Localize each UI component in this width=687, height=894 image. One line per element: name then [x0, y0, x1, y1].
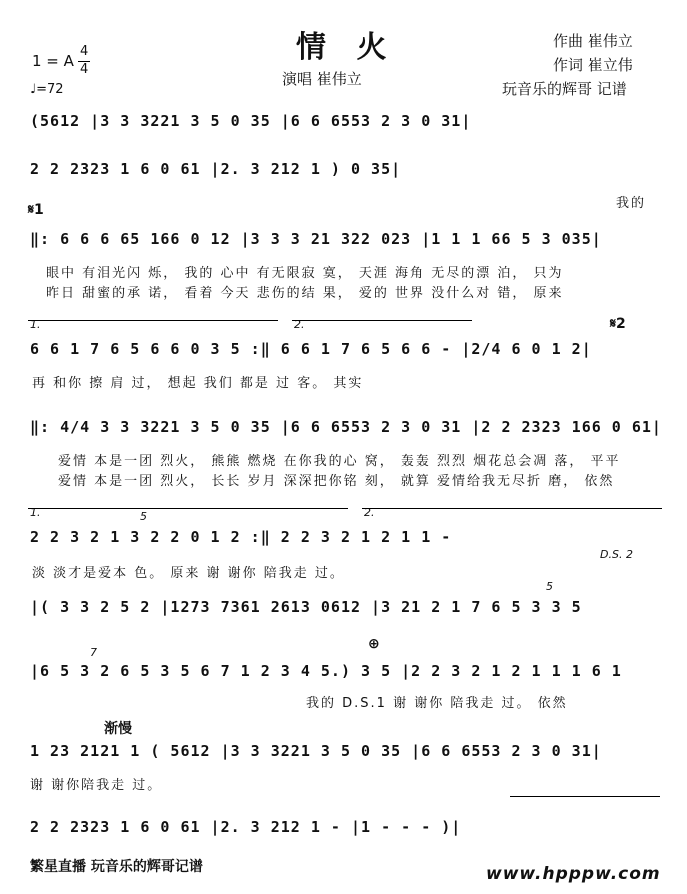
lyricist-credit: 作词 崔立伟	[553, 56, 633, 74]
score-line-9: 1 23 2121 1 ( 5612 |3 3 3221 3 5 0 35 |6 6 6553 2 3 0 31|	[30, 742, 602, 760]
key-signature: 1 = A	[32, 52, 74, 70]
lyric-chorus-b: 爱情 本是一团 烈火， 长长 岁月 深深把你铭 刻， 就算 爱情给我无尽折 磨， 依然	[58, 474, 615, 489]
lyric-line-8: 我的 D.S.1 谢 谢你 陪我走 过。 依然	[306, 696, 568, 711]
ending-2-label-b: 2.	[364, 506, 375, 519]
singer-credit: 演唱 崔伟立	[282, 70, 362, 88]
final-fermata-line	[510, 796, 660, 797]
lyric-line-4: 再 和你 擦 肩 过， 想起 我们 都是 过 客。 其实	[32, 376, 364, 391]
score-line-5: ‖: 4/4 3 3 3221 3 5 0 35 |6 6 6553 2 3 0 31 |2 2 2323 166 0 61|	[30, 418, 662, 436]
transcriber-credit: 玩音乐的辉哥 记谱	[502, 80, 627, 98]
time-signature-divider	[78, 61, 90, 62]
ending-1-bracket	[28, 320, 278, 321]
lyric-chorus-a: 爱情 本是一团 烈火， 熊熊 燃烧 在你我的心 窝， 轰轰 烈烈 烟花总会凋 落， 平平	[58, 454, 621, 469]
score-line-10: 2 2 2323 1 6 0 61 |2. 3 212 1 - |1 - - - )|	[30, 818, 462, 836]
score-line-8: |6 5 3 2 6 5 3 5 6 7 1 2 3 4 5.) 3 5 |2 2 3 2 1 2 1 1 1 6 1	[30, 662, 622, 680]
tuplet-5-marker: 5	[140, 510, 147, 523]
ending-1-bracket-b	[28, 508, 348, 509]
composer-credit: 作曲 崔伟立	[553, 32, 633, 50]
lyric-line-6: 淡 淡才是爱本 色。 原来 谢 谢你 陪我走 过。	[32, 566, 345, 581]
ending-2-bracket	[292, 320, 472, 321]
lyric-line-9: 谢 谢你陪我走 过。	[30, 778, 163, 793]
score-line-2: 2 2 2323 1 6 0 61 |2. 3 212 1 ) 0 35|	[30, 160, 402, 178]
segno-1-mark: 𝄋1	[28, 202, 44, 218]
time-signature-bottom: 4	[80, 62, 89, 77]
tuplet-5-marker-b: 5	[546, 580, 553, 593]
score-line-3: ‖: 6 6 6 65 166 0 12 |3 3 3 21 322 023 |1 1 1 66 5 3 035|	[30, 230, 602, 248]
score-line-7: |( 3 3 2 5 2 |1273 7361 2613 0612 |3 21 2 1 7 6 5 3 3 5	[30, 598, 582, 616]
ds2-marking: D.S. 2	[600, 548, 633, 561]
score-line-4: 6 6 1 7 6 5 6 6 0 3 5 :‖ 6 6 1 7 6 5 6 6 - |2/4 6 0 1 2|	[30, 340, 592, 358]
time-signature-top: 4	[80, 44, 89, 59]
ending-2-bracket-b	[362, 508, 662, 509]
pickup-lyric: 我的	[616, 196, 647, 211]
ending-1-label-b: 1.	[30, 506, 41, 519]
lyric-verse-1b: 昨日 甜蜜的承 诺， 看着 今天 悲伤的结 果， 爱的 世界 没什么对 错， 原来	[46, 286, 564, 301]
footer-url: www.hpppw.com	[486, 864, 661, 884]
ending-2-label: 2.	[294, 318, 305, 331]
score-line-1: (5612 |3 3 3221 3 5 0 35 |6 6 6553 2 3 0 31|	[30, 112, 472, 130]
score-line-6: 2 2 3 2 1 3 2 2 0 1 2 :‖ 2 2 3 2 1 2 1 1 -	[30, 528, 452, 546]
footer-credit: 繁星直播 玩音乐的辉哥记谱	[30, 859, 203, 875]
coda-mark: ⊕	[368, 636, 380, 652]
tempo-marking: ♩=72	[30, 82, 64, 97]
ritardando-mark: 渐慢	[104, 721, 132, 737]
tuplet-7-marker: 7	[90, 646, 97, 659]
lyric-verse-1a: 眼中 有泪光闪 烁， 我的 心中 有无限寂 寞， 天涯 海角 无尽的漂 泊， 只为	[46, 266, 564, 281]
ending-1-label: 1.	[30, 318, 41, 331]
segno-2-mark: 𝄋2	[610, 316, 626, 332]
page-title: 情 火	[296, 30, 397, 65]
